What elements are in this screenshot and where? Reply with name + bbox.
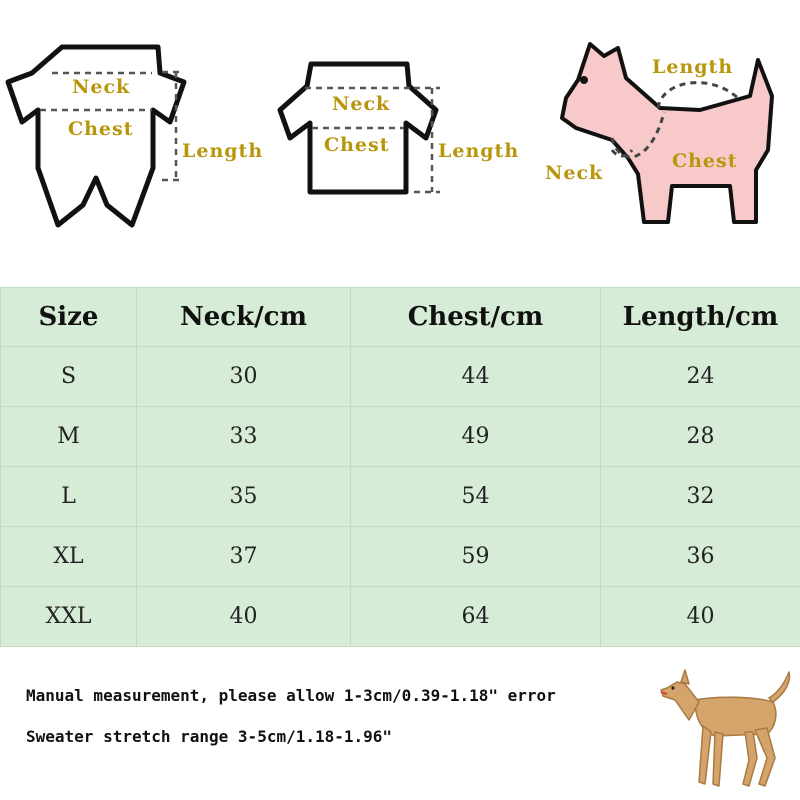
dog-eye	[580, 76, 588, 84]
cell-chest: 54	[351, 467, 601, 527]
figure3-chest-label: Chest	[672, 150, 738, 172]
cell-neck: 30	[137, 347, 351, 407]
cell-neck: 40	[137, 587, 351, 647]
figure2-length-label: Length	[438, 140, 520, 162]
dog-photo	[655, 662, 795, 792]
header-chest: Chest/cm	[351, 288, 601, 347]
figure3-length-label: Length	[652, 56, 734, 78]
figure3-neck-label: Neck	[545, 162, 604, 184]
header-size: Size	[1, 288, 137, 347]
table-row	[1, 347, 800, 407]
table-row	[1, 527, 800, 587]
table-row	[1, 407, 800, 467]
cell-chest: 49	[351, 407, 601, 467]
cell-size: XXL	[1, 587, 137, 647]
figure1-chest-label: Chest	[68, 118, 134, 140]
cell-length: 24	[601, 347, 800, 407]
measurement-diagrams	[0, 0, 800, 240]
cell-neck: 35	[137, 467, 351, 527]
cell-size: S	[1, 347, 137, 407]
figure2-neck-label: Neck	[332, 93, 391, 115]
cell-length: 32	[601, 467, 800, 527]
note-stretch-range: Sweater stretch range 3-5cm/1.18-1.96"	[26, 727, 393, 746]
measurement-notes	[26, 686, 556, 768]
figure2-chest-label: Chest	[324, 134, 390, 156]
figure1-neck-label: Neck	[72, 76, 131, 98]
cell-chest: 59	[351, 527, 601, 587]
table-row	[1, 467, 800, 527]
cell-chest: 64	[351, 587, 601, 647]
cell-size: L	[1, 467, 137, 527]
figure1-length-label: Length	[182, 140, 264, 162]
cell-length: 36	[601, 527, 800, 587]
table-row	[1, 587, 800, 647]
header-neck: Neck/cm	[137, 288, 351, 347]
cell-length: 40	[601, 587, 800, 647]
size-chart-table	[0, 287, 800, 647]
table-header-row	[1, 288, 800, 347]
cell-neck: 37	[137, 527, 351, 587]
cell-neck: 33	[137, 407, 351, 467]
note-measurement-error: Manual measurement, please allow 1-3cm/0.39-1.18" error	[26, 686, 556, 705]
cell-length: 28	[601, 407, 800, 467]
cell-chest: 44	[351, 347, 601, 407]
header-length: Length/cm	[601, 288, 800, 347]
cell-size: XL	[1, 527, 137, 587]
cell-size: M	[1, 407, 137, 467]
